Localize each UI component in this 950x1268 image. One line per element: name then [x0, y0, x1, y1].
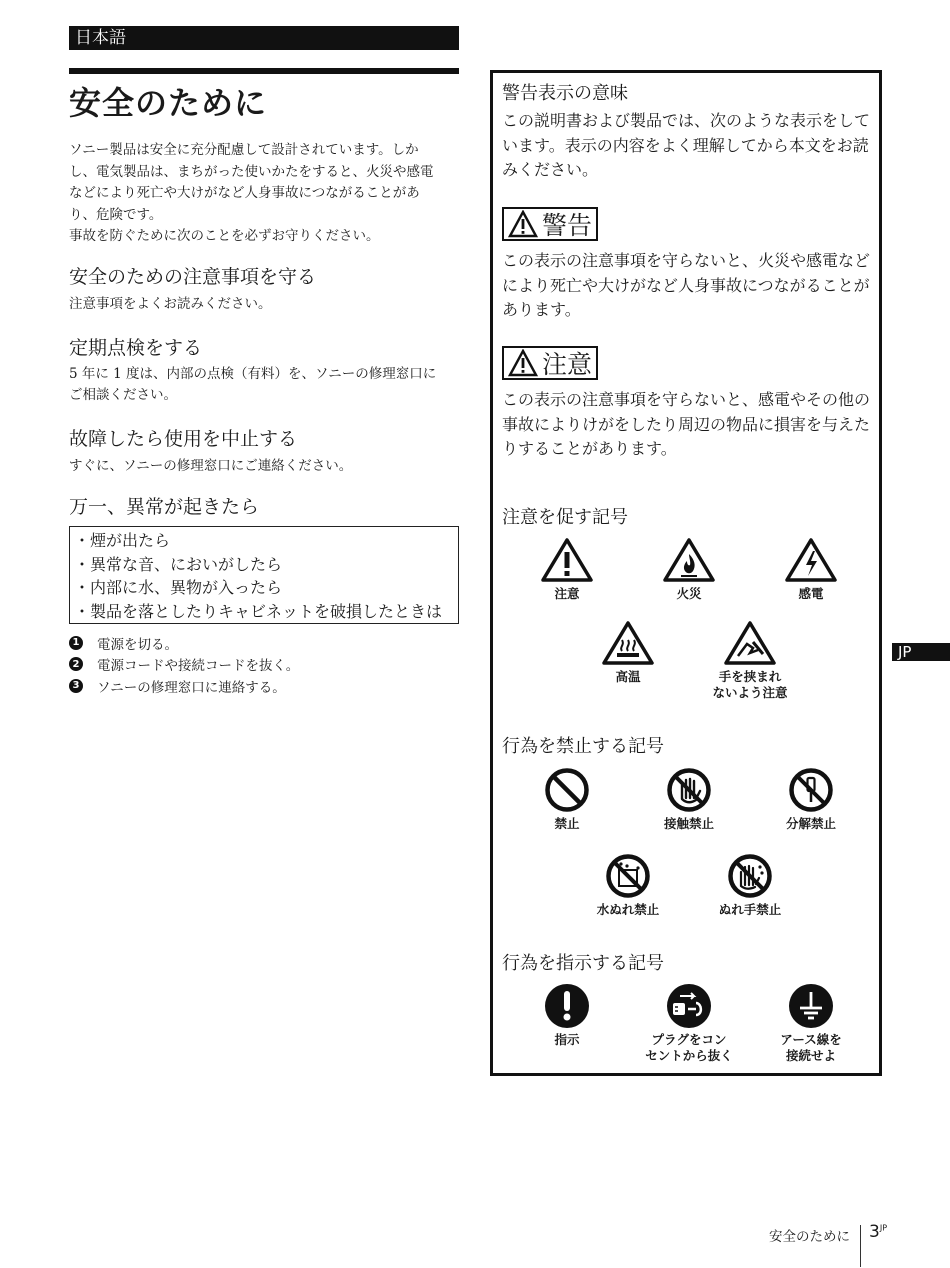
warning-symbols-panel — [490, 70, 882, 1076]
symbol-label: アース線を — [780, 1032, 842, 1047]
caution-text-line: りすることがあります。 — [502, 439, 677, 458]
electric-shock-triangle-icon — [784, 537, 838, 583]
symbol-label: 手を挟まれ — [718, 669, 782, 684]
no-water-icon — [605, 853, 651, 899]
symbol-label: 注意 — [554, 586, 580, 601]
symbol-label: 水ぬれ禁止 — [596, 902, 660, 917]
section-text: すぐに、ソニーの修理窓口にご連絡ください。 — [69, 458, 353, 474]
ground-icon — [788, 983, 834, 1029]
title-rule — [69, 68, 459, 74]
step-item — [69, 675, 299, 697]
warning-label: 警告 — [542, 211, 593, 240]
symbol-label: ぬれ手禁止 — [718, 902, 782, 917]
caution-label: 注意 — [542, 350, 593, 379]
caution-triangle-icon — [508, 349, 538, 377]
no-disassembly-icon — [788, 767, 834, 813]
symbol-hand-pinch — [705, 620, 795, 700]
step-item — [69, 654, 299, 676]
footer-section-title: 安全のために — [769, 1229, 850, 1245]
symbol-no-wet-hands — [705, 853, 795, 918]
symbol-label: 接続せよ — [785, 1047, 836, 1063]
panel-intro-line: この説明書および製品では、次のような表示をして — [502, 111, 871, 130]
section-heading: 安全のための注意事項を守る — [69, 266, 317, 288]
symbol-electric-shock — [766, 537, 856, 602]
section-heading: 定期点検をする — [69, 337, 203, 359]
intro-text — [69, 140, 461, 248]
page-title: 安全のために — [69, 84, 268, 122]
symbol-label: セントから抜く — [645, 1047, 733, 1063]
symbol-unplug — [644, 983, 734, 1063]
panel-intro-line: います。表示の内容をよく理解してから本文をお読 — [502, 136, 869, 155]
fire-triangle-icon — [662, 537, 716, 583]
prohibited-icon — [544, 767, 590, 813]
intro-line: 事故を防ぐために次のことを必ずお守りください。 — [69, 228, 380, 244]
no-wet-hands-icon — [727, 853, 773, 899]
symbol-no-disassembly — [766, 767, 856, 832]
section-text: ご相談ください。 — [69, 387, 177, 403]
intro-line: ソニー製品は安全に充分配慮して設計されています。しか — [69, 142, 419, 158]
step-text: 電源コードや接続コードを抜く。 — [97, 658, 300, 675]
step-number: 2 — [69, 657, 83, 671]
intro-line: り、危険です。 — [69, 206, 163, 223]
panel-heading: 警告表示の意味 — [502, 83, 628, 104]
step-number: 3 — [69, 679, 83, 693]
caution-text-line: この表示の注意事項を守らないと、感電やその他の — [502, 390, 871, 409]
warning-text-line: あります。 — [502, 300, 581, 319]
language-label: 日本語 — [69, 26, 459, 50]
symbol-ground — [766, 983, 856, 1063]
warning-text-line: この表示の注意事項を守らないと、火災や感電など — [502, 251, 871, 270]
warning-triangle-icon — [508, 210, 538, 238]
symbol-label: ないよう注意 — [712, 684, 788, 700]
unplug-icon — [666, 983, 712, 1029]
section-text: 注意事項をよくお読みください。 — [69, 296, 272, 312]
symbol-fire — [644, 537, 734, 602]
exclamation-triangle-icon — [540, 537, 594, 583]
caution-signal-word — [502, 346, 598, 380]
instruction-symbols-heading: 行為を指示する記号 — [502, 953, 664, 974]
side-tab: JP — [892, 643, 950, 661]
symbol-label: 禁止 — [554, 816, 580, 831]
page-number — [869, 1222, 887, 1242]
intro-line: などにより死亡や大けがなど人身事故につながることがあ — [69, 185, 420, 201]
symbol-label: 火災 — [676, 586, 702, 601]
symbol-label: 指示 — [554, 1032, 580, 1047]
emergency-steps — [69, 632, 299, 697]
section-heading: 万一、異常が起きたら — [69, 496, 260, 518]
list-item: ・異常な音、においがしたら — [74, 554, 283, 574]
intro-line: し、電気製品は、まちがった使いかたをすると、火災や感電 — [69, 163, 434, 180]
emergency-conditions-box — [69, 526, 459, 624]
list-item: ・製品を落としたりキャビネットを破損したときは — [74, 601, 443, 621]
caution-text-line: 事故によりけがをしたり周辺の物品に損害を与えた — [502, 415, 871, 434]
warning-text-line: により死亡や大けがなど人身事故につながることが — [502, 276, 870, 295]
symbol-label: プラグをコン — [651, 1032, 727, 1047]
warning-signal-word — [502, 207, 598, 241]
high-temperature-triangle-icon — [601, 620, 655, 666]
step-number: 1 — [69, 636, 83, 650]
page-number-value: 3 — [869, 1222, 880, 1242]
symbol-high-temperature — [583, 620, 673, 685]
list-item: ・内部に水、異物が入ったら — [74, 578, 283, 597]
prohibition-symbols-heading: 行為を禁止する記号 — [502, 736, 664, 757]
list-item: ・煙が出たら — [74, 531, 171, 550]
no-touch-icon — [666, 767, 712, 813]
instruction-icon — [544, 983, 590, 1029]
step-text: 電源を切る。 — [97, 636, 178, 653]
page-number-suffix: JP — [879, 1223, 888, 1233]
symbol-label: 感電 — [798, 586, 824, 601]
step-text: ソニーの修理窓口に連絡する。 — [97, 679, 286, 696]
panel-intro-line: みください。 — [502, 160, 599, 179]
hand-pinch-triangle-icon — [723, 620, 777, 666]
footer-divider — [860, 1225, 861, 1267]
symbol-caution — [522, 537, 612, 602]
symbol-no-water — [583, 853, 673, 918]
symbol-label: 分解禁止 — [785, 816, 836, 831]
attention-symbols-heading: 注意を促す記号 — [502, 507, 628, 528]
step-item — [69, 632, 299, 654]
symbol-instruction — [522, 983, 612, 1048]
symbol-label: 接触禁止 — [663, 816, 714, 831]
symbol-label: 高温 — [615, 669, 641, 684]
section-text: 5 年に 1 度は、内部の点検（有料）を、ソニーの修理窓口に — [69, 366, 437, 382]
section-heading: 故障したら使用を中止する — [69, 428, 298, 450]
symbol-no-touch — [644, 767, 734, 832]
symbol-prohibited — [522, 767, 612, 832]
